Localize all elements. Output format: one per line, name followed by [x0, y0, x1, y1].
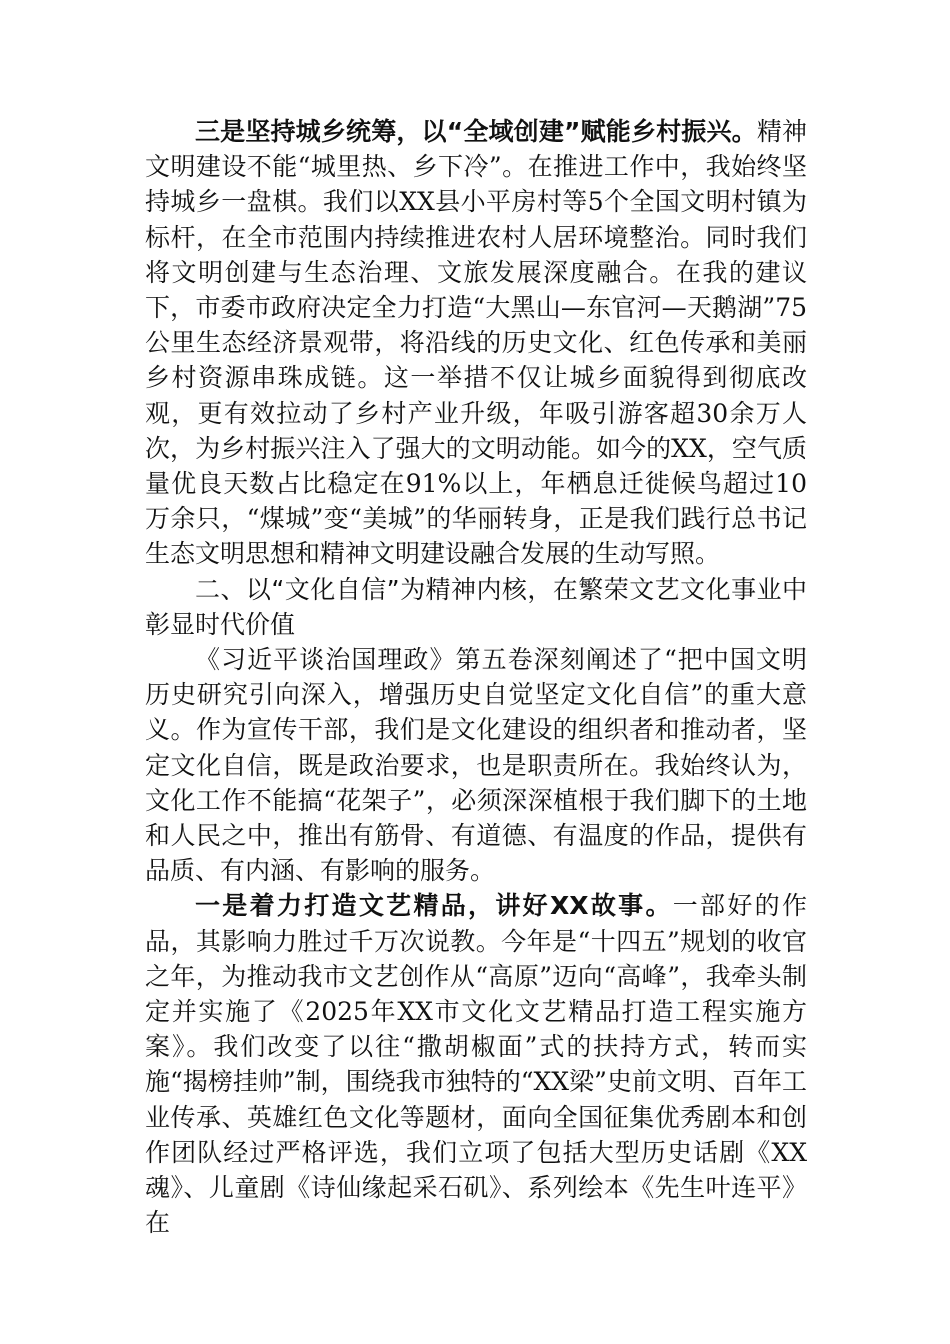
section-heading: 二、以“文化自信”为精神内核，在繁荣文艺文化事业中彰显时代价值 [145, 574, 807, 639]
paragraph-body: 《习近平谈治国理政》第五卷深刻阐述了“把中国文明历史研究引向深入，增强历史自觉坚定文化自信”的重大意义。作为宣传干部，我们是文化建设的组织者和推动者，坚定文化自信，既是政治要求，也是职责所在。我始终认为，文化工作不能搞“花架子”，必须深深植根于我们脚下的土地和人民之中，推出有筋骨、有道德、有温度的作品，提供有品质、有内涵、有影响的服务。 [145, 645, 807, 886]
paragraph-lead: 三是坚持城乡统筹，以“全域创建”赋能乡村振兴。 [195, 117, 757, 146]
document-page [145, 114, 807, 1241]
paragraph-rural-revitalization [145, 114, 807, 572]
paragraph-lead: 一是着力打造文艺精品，讲好XX故事。 [195, 891, 673, 921]
paragraph-literary-works [145, 888, 807, 1240]
paragraph-body: 一部好的作品，其影响力胜过千万次说教。今年是“十四五”规划的收官之年，为推动我市文艺创作从“高原”迈向“高峰”，我牵头制定并实施了《2025年XX市文化文艺精品打造工程实施方案》。我们改变了以往“撒胡椒面”式的扶持方式，转而实施“揭榜挂帅”制，围绕我市独特的“XX梁”史前文明、百年工业传承、英雄红色文化等题材，面向全国征集优秀剧本和创作团队经过严格评选，我们立项了包括大型历史话剧《XX魂》、儿童剧《诗仙缘起采石矶》、系列绘本《先生叶连平》在 [145, 891, 807, 1238]
paragraph-body: 精神文明建设不能“城里热、乡下冷”。在推进工作中，我始终坚持城乡一盘棋。我们以XX县小平房村等5个全国文明村镇为标杆，在全市范围内持续推进农村人居环境整治。同时我们将文明创建与生态治理、文旅发展深度融合。在我的建议下，市委市政府决定全力打造“大黑山—东官河—天鹅湖”75公里生态经济景观带，将沿线的历史文化、红色传承和美丽乡村资源串珠成链。这一举措不仅让城乡面貌得到彻底改观，更有效拉动了乡村产业升级，年吸引游客超30余万人次，为乡村振兴注入了强大的文明动能。如今的XX，空气质量优良天数占比稳定在91%以上，年栖息迁徙候鸟超过10万余只，“煤城”变“美城”的华丽转身，正是我们践行总书记生态文明思想和精神文明建设融合发展的生动写照。 [145, 117, 808, 569]
paragraph-cultural-confidence [145, 642, 807, 888]
